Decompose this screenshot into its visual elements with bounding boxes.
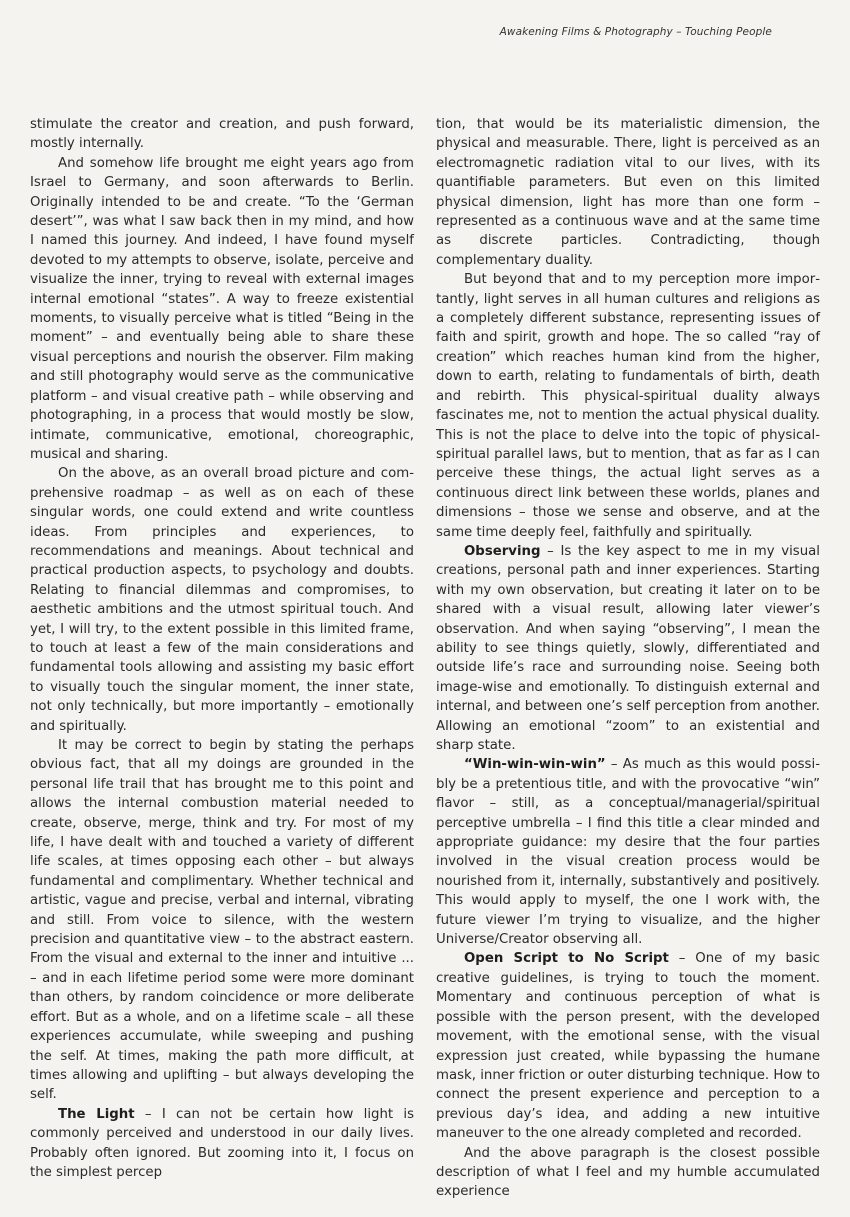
paragraph-text: And the above paragraph is the closest possible description of what I feel and my humble accumulated experience bbox=[436, 1145, 820, 1200]
paragraph-text: – One of my basic creative guidelines, is trying to touch the moment. Momentary and continuous perception of what is possible with the person present, with the developed movement, with the emotional sense, with the visual expression just created, while bypassing the humane mask, inner friction or outer disturbing technique. How to connect the present experience and perception to a previous day’s idea, and adding a new intuitive maneuver to the one already completed and recorded. bbox=[436, 951, 820, 1142]
paragraph-text: – I can not be certain how light is commonly perceived and understood in our daily lives. Probably often ignored. But zooming into it, I focus on the simplest percep bbox=[30, 1106, 414, 1180]
paragraph bbox=[30, 464, 414, 736]
right-column bbox=[436, 115, 820, 1202]
paragraph-text: stimulate the creator and creation, and push forward, mostly internally. bbox=[30, 117, 414, 152]
section-heading: Observing bbox=[464, 543, 541, 559]
section-heading: Open Script to No Script bbox=[464, 951, 669, 967]
paragraph-text: – As much as this would possibly be a pretentious title, and with the provocative “win” flavor – still, as a conceptual/managerial/spiritual perceptive umbrella – I find this title a clear minded and appropriate guidance: my desire that the four parties involved in the visual creation process would be nourished from it, internally, substantively and positively. This would apply to myself, the one I work with, the future viewer I’m trying to visualize, and the higher Universe/Creator observing all. bbox=[436, 757, 820, 948]
paragraph-text: On the above, as an overall broad picture and comprehensive roadmap – as well as on each of these singular words, one could extend and write countless ideas. From principles and experiences, to recommendations and meanings. About technical and practical production aspects, to psychology and doubts. Relating to financial dilemmas and compromises, to aesthetic ambitions and the utmost spiritual touch. And yet, I will try, to the extent possible in this limited frame, to touch at least a few of the main considerations and fundamental tools allowing and assisting my basic effort to visually touch the singular moment, the inner state, not only technically, but more importantly – emotionally and spiritually. bbox=[30, 466, 414, 734]
section-heading: “Win-win-win-win” bbox=[464, 757, 606, 773]
paragraph bbox=[436, 115, 820, 270]
left-column bbox=[30, 115, 414, 1182]
paragraph bbox=[30, 115, 414, 154]
paragraph bbox=[30, 736, 414, 1105]
paragraph-text: tion, that would be its materialistic dimension, the physical and measurable. There, light is perceived as an electromagnetic radiation vital to our lives, with its quantifiable parameters. But even on this limited physical dimension, light has more than one form – represented as a continuous wave and at the same time as discrete particles. Contradicting, though complementary duality. bbox=[436, 117, 820, 268]
running-head: Awakening Films & Photography – Touching People bbox=[499, 26, 772, 38]
paragraph-text: And somehow life brought me eight years ago from Israel to Germany, and soon afterwards to Berlin. Originally intended to be and create. “To the ‘German desert’”, was what I saw back then in my mind, and how I named this journey. And indeed, I have found myself devoted to my attempts to observe, isolate, perceive and visualize the inner, trying to reveal with external images internal emotional “states”. A way to freeze existential moments, to visually perceive what is titled “Being in the moment” – and eventually being able to share these visual perceptions and nourish the observer. Film making and still photography would serve as the communicative platform – and visual creative path – while observing and photographing, in a process that would mostly be slow, intimate, communicative, emotional, choreographic, musical and sharing. bbox=[30, 155, 414, 462]
paragraph bbox=[436, 949, 820, 1143]
paragraph-text: – Is the key aspect to me in my visual creations, personal path and inner experiences. Starting with my own observation, but creating it later on to be shared with a visual result, allowing later viewer’s observation. And when saying “observing”, I mean the ability to see things quietly, slowly, differentiated and outside life’s race and surrounding noise. Seeing both image-wise and emotionally. To distinguish external and internal, and between one’s self perception from another. Allowing an emotional “zoom” to an existential and sharp state. bbox=[436, 543, 820, 753]
paragraph bbox=[436, 1144, 820, 1202]
section-heading: The Light bbox=[58, 1106, 135, 1122]
paragraph bbox=[436, 755, 820, 949]
paragraph bbox=[30, 154, 414, 465]
paragraph-text: But beyond that and to my perception more importantly, light serves in all human cultures and religions as a completely different substance, representing issues of faith and spirit, growth and hope. The so called “ray of creation” which reaches human kind from the higher, down to earth, relating to fundamentals of birth, death and rebirth. This physical-spiritual duality always fascinates me, not to mention the actual physical duality. This is not the place to delve into the topic of physical-spiritual parallel laws, but to mention, that as far as I can perceive these things, the actual light serves as a continuous direct link between these worlds, planes and dimensions – those we sense and observe, and at the same time deeply feel, faithfully and spiritually. bbox=[436, 272, 820, 540]
paragraph-text: It may be correct to begin by stating the perhaps obvious fact, that all my doings are grounded in the personal life trail that has brought me to this point and allows the internal combustion material needed to create, observe, merge, think and try. For most of my life, I have dealt with and touched a variety of different life scales, at times opposing each other – but always fundamental and complimentary. Whether technical and artistic, vague and precise, verbal and internal, vibrating and still. From voice to silence, with the western precision and quantitative view – to the abstract eastern. From the visual and external to the inner and intuitive ... – and in each lifetime period some were more dominant than others, by random coincidence or more deliberate effort. But as a whole, and on a lifetime scale – all these experiences accumulate, while sweeping and pushing the self. At times, making the path more difficult, at times allowing and uplifting – but always developing the self. bbox=[30, 738, 414, 1103]
paragraph bbox=[436, 542, 820, 755]
paragraph bbox=[30, 1105, 414, 1183]
paragraph bbox=[436, 270, 820, 542]
